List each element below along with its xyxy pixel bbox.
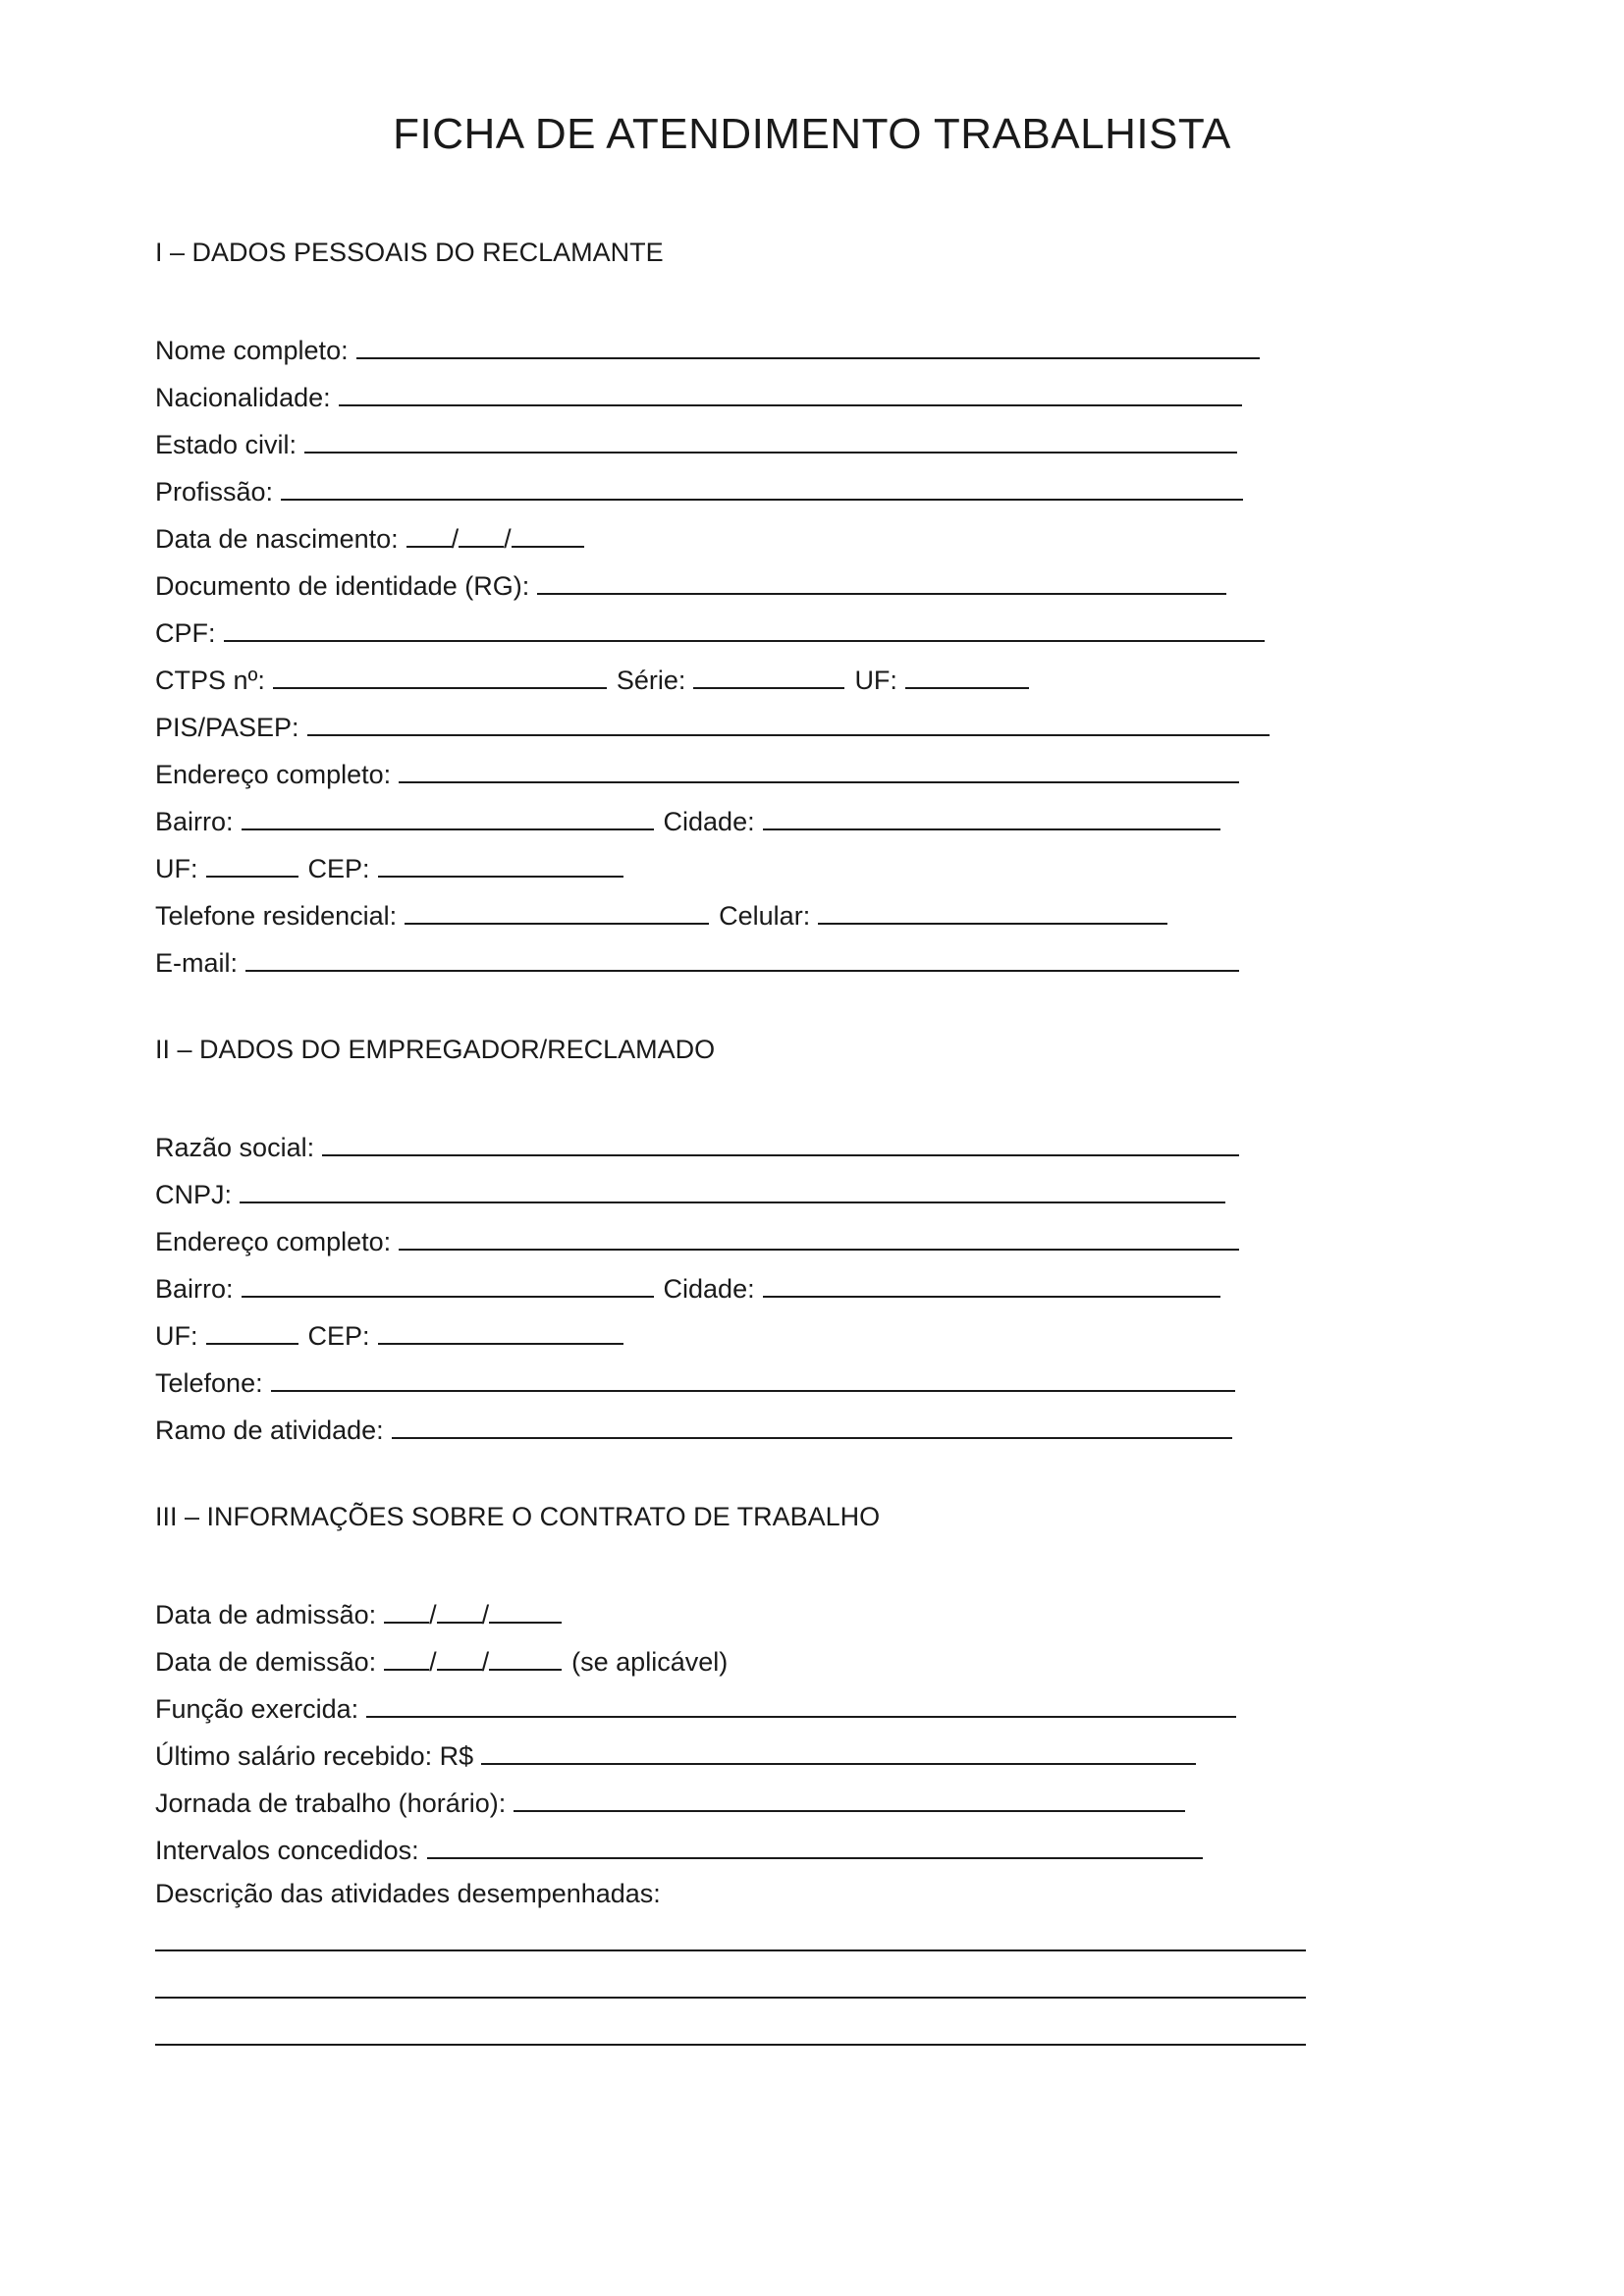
field-descricao-atividades bbox=[155, 1879, 661, 1918]
blank-line[interactable] bbox=[339, 379, 1242, 406]
field-bairro-cidade-empregador[interactable] bbox=[155, 1270, 1220, 1309]
blank-month[interactable] bbox=[437, 1643, 482, 1671]
field-nome-completo[interactable] bbox=[155, 332, 1260, 371]
blank-year[interactable] bbox=[512, 520, 584, 548]
field-label: E-mail: bbox=[155, 948, 239, 978]
blank-day[interactable] bbox=[406, 520, 452, 548]
description-line-3[interactable] bbox=[155, 2044, 1306, 2046]
blank-month[interactable] bbox=[459, 520, 504, 548]
blank-day[interactable] bbox=[384, 1643, 429, 1671]
field-intervalos[interactable] bbox=[155, 1832, 1203, 1871]
date-separator: / bbox=[481, 1647, 490, 1677]
field-telefones[interactable] bbox=[155, 897, 1167, 936]
field-profissao[interactable] bbox=[155, 473, 1243, 512]
blank-year[interactable] bbox=[489, 1643, 562, 1671]
field-label: Último salário recebido: R$ bbox=[155, 1741, 474, 1771]
blank-uf[interactable] bbox=[206, 1317, 298, 1345]
blank-line[interactable] bbox=[356, 332, 1260, 359]
field-cnpj[interactable] bbox=[155, 1176, 1225, 1215]
field-funcao-exercida[interactable] bbox=[155, 1690, 1236, 1730]
date-separator: / bbox=[429, 1647, 437, 1677]
blank-line[interactable] bbox=[392, 1412, 1232, 1439]
blank-line[interactable] bbox=[224, 614, 1265, 642]
field-email[interactable] bbox=[155, 944, 1239, 984]
section-heading-employer: II – DADOS DO EMPREGADOR/RECLAMADO bbox=[155, 1035, 716, 1064]
field-pis-pasep[interactable] bbox=[155, 709, 1270, 748]
field-label: CNPJ: bbox=[155, 1180, 233, 1209]
field-label: Endereço completo: bbox=[155, 760, 392, 789]
blank-cidade[interactable] bbox=[763, 803, 1220, 830]
field-label-serie: Série: bbox=[616, 666, 686, 695]
blank-line[interactable] bbox=[307, 709, 1270, 736]
field-bairro-cidade[interactable] bbox=[155, 803, 1220, 842]
blank-line[interactable] bbox=[366, 1690, 1236, 1718]
field-label-uf: UF: bbox=[854, 666, 897, 695]
field-label: Nome completo: bbox=[155, 336, 349, 365]
blank-tel-res[interactable] bbox=[405, 897, 709, 925]
field-label-uf: UF: bbox=[155, 854, 198, 883]
field-label: Intervalos concedidos: bbox=[155, 1836, 419, 1865]
blank-line[interactable] bbox=[399, 756, 1239, 783]
field-uf-cep-empregador[interactable] bbox=[155, 1317, 623, 1357]
field-label-cep: CEP: bbox=[307, 854, 370, 883]
field-label-uf: UF: bbox=[155, 1321, 198, 1351]
field-label-cidade: Cidade: bbox=[663, 1274, 755, 1304]
blank-line[interactable] bbox=[240, 1176, 1225, 1203]
field-label-cep: CEP: bbox=[307, 1321, 370, 1351]
field-label: Documento de identidade (RG): bbox=[155, 571, 530, 601]
blank-line[interactable] bbox=[537, 567, 1226, 595]
blank-bairro[interactable] bbox=[242, 803, 654, 830]
note-se-aplicavel: (se aplicável) bbox=[571, 1647, 729, 1677]
description-line-2[interactable] bbox=[155, 1997, 1306, 1999]
blank-line[interactable] bbox=[304, 426, 1237, 454]
field-label-tel-res: Telefone residencial: bbox=[155, 901, 398, 931]
field-rg[interactable] bbox=[155, 567, 1226, 607]
field-label: CPF: bbox=[155, 618, 216, 648]
field-label: Razão social: bbox=[155, 1133, 315, 1162]
field-razao-social[interactable] bbox=[155, 1129, 1239, 1168]
field-ramo-atividade[interactable] bbox=[155, 1412, 1232, 1451]
blank-cidade[interactable] bbox=[763, 1270, 1220, 1298]
field-label: Jornada de trabalho (horário): bbox=[155, 1789, 507, 1818]
field-endereco-empregador[interactable] bbox=[155, 1223, 1239, 1262]
blank-year[interactable] bbox=[489, 1596, 562, 1624]
field-label: Ramo de atividade: bbox=[155, 1415, 384, 1445]
blank-cep[interactable] bbox=[378, 1317, 623, 1345]
field-label: Função exercida: bbox=[155, 1694, 359, 1724]
blank-month[interactable] bbox=[437, 1596, 482, 1624]
blank-line[interactable] bbox=[322, 1129, 1239, 1156]
field-label: Data de nascimento: bbox=[155, 524, 399, 554]
field-label-bairro: Bairro: bbox=[155, 807, 234, 836]
field-label: Endereço completo: bbox=[155, 1227, 392, 1256]
blank-line[interactable] bbox=[481, 1737, 1196, 1765]
blank-line[interactable] bbox=[427, 1832, 1203, 1859]
blank-line[interactable] bbox=[399, 1223, 1239, 1251]
blank-line[interactable] bbox=[281, 473, 1243, 501]
field-label: Profissão: bbox=[155, 477, 274, 507]
blank-cep[interactable] bbox=[378, 850, 623, 878]
field-label-bairro: Bairro: bbox=[155, 1274, 234, 1304]
field-label: Descrição das atividades desempenhadas: bbox=[155, 1879, 661, 1908]
field-label-celular: Celular: bbox=[719, 901, 811, 931]
field-data-nascimento[interactable] bbox=[155, 520, 584, 560]
blank-line[interactable] bbox=[271, 1364, 1235, 1392]
field-data-admissao[interactable] bbox=[155, 1596, 562, 1635]
blank-serie[interactable] bbox=[693, 662, 844, 689]
field-label: Estado civil: bbox=[155, 430, 298, 459]
field-ctps[interactable] bbox=[155, 662, 1029, 701]
date-separator: / bbox=[451, 524, 460, 554]
field-label: Nacionalidade: bbox=[155, 383, 331, 412]
form-title: FICHA DE ATENDIMENTO TRABALHISTA bbox=[393, 110, 1231, 158]
field-jornada[interactable] bbox=[155, 1785, 1185, 1824]
date-separator: / bbox=[429, 1600, 437, 1629]
field-cpf[interactable] bbox=[155, 614, 1265, 654]
blank-celular[interactable] bbox=[818, 897, 1167, 925]
field-endereco[interactable] bbox=[155, 756, 1239, 795]
blank-uf[interactable] bbox=[905, 662, 1029, 689]
blank-day[interactable] bbox=[384, 1596, 429, 1624]
field-label: CTPS nº: bbox=[155, 666, 265, 695]
blank-ctps[interactable] bbox=[273, 662, 607, 689]
date-separator: / bbox=[481, 1600, 490, 1629]
blank-uf[interactable] bbox=[206, 850, 298, 878]
field-label-cidade: Cidade: bbox=[663, 807, 755, 836]
description-line-1[interactable] bbox=[155, 1949, 1306, 1951]
field-data-demissao[interactable] bbox=[155, 1643, 728, 1682]
field-nacionalidade[interactable] bbox=[155, 379, 1242, 418]
field-label: PIS/PASEP: bbox=[155, 713, 299, 742]
blank-bairro[interactable] bbox=[242, 1270, 654, 1298]
field-ultimo-salario[interactable] bbox=[155, 1737, 1196, 1777]
field-label: Data de demissão: bbox=[155, 1647, 377, 1677]
field-label: Telefone: bbox=[155, 1368, 263, 1398]
blank-line[interactable] bbox=[245, 944, 1239, 972]
field-estado-civil[interactable] bbox=[155, 426, 1237, 465]
field-uf-cep[interactable] bbox=[155, 850, 623, 889]
date-separator: / bbox=[504, 524, 512, 554]
section-heading-personal: I – DADOS PESSOAIS DO RECLAMANTE bbox=[155, 238, 664, 267]
field-label: Data de admissão: bbox=[155, 1600, 377, 1629]
section-heading-contract: III – INFORMAÇÕES SOBRE O CONTRATO DE TRABALHO bbox=[155, 1502, 881, 1531]
blank-line[interactable] bbox=[514, 1785, 1185, 1812]
field-telefone-empregador[interactable] bbox=[155, 1364, 1235, 1404]
